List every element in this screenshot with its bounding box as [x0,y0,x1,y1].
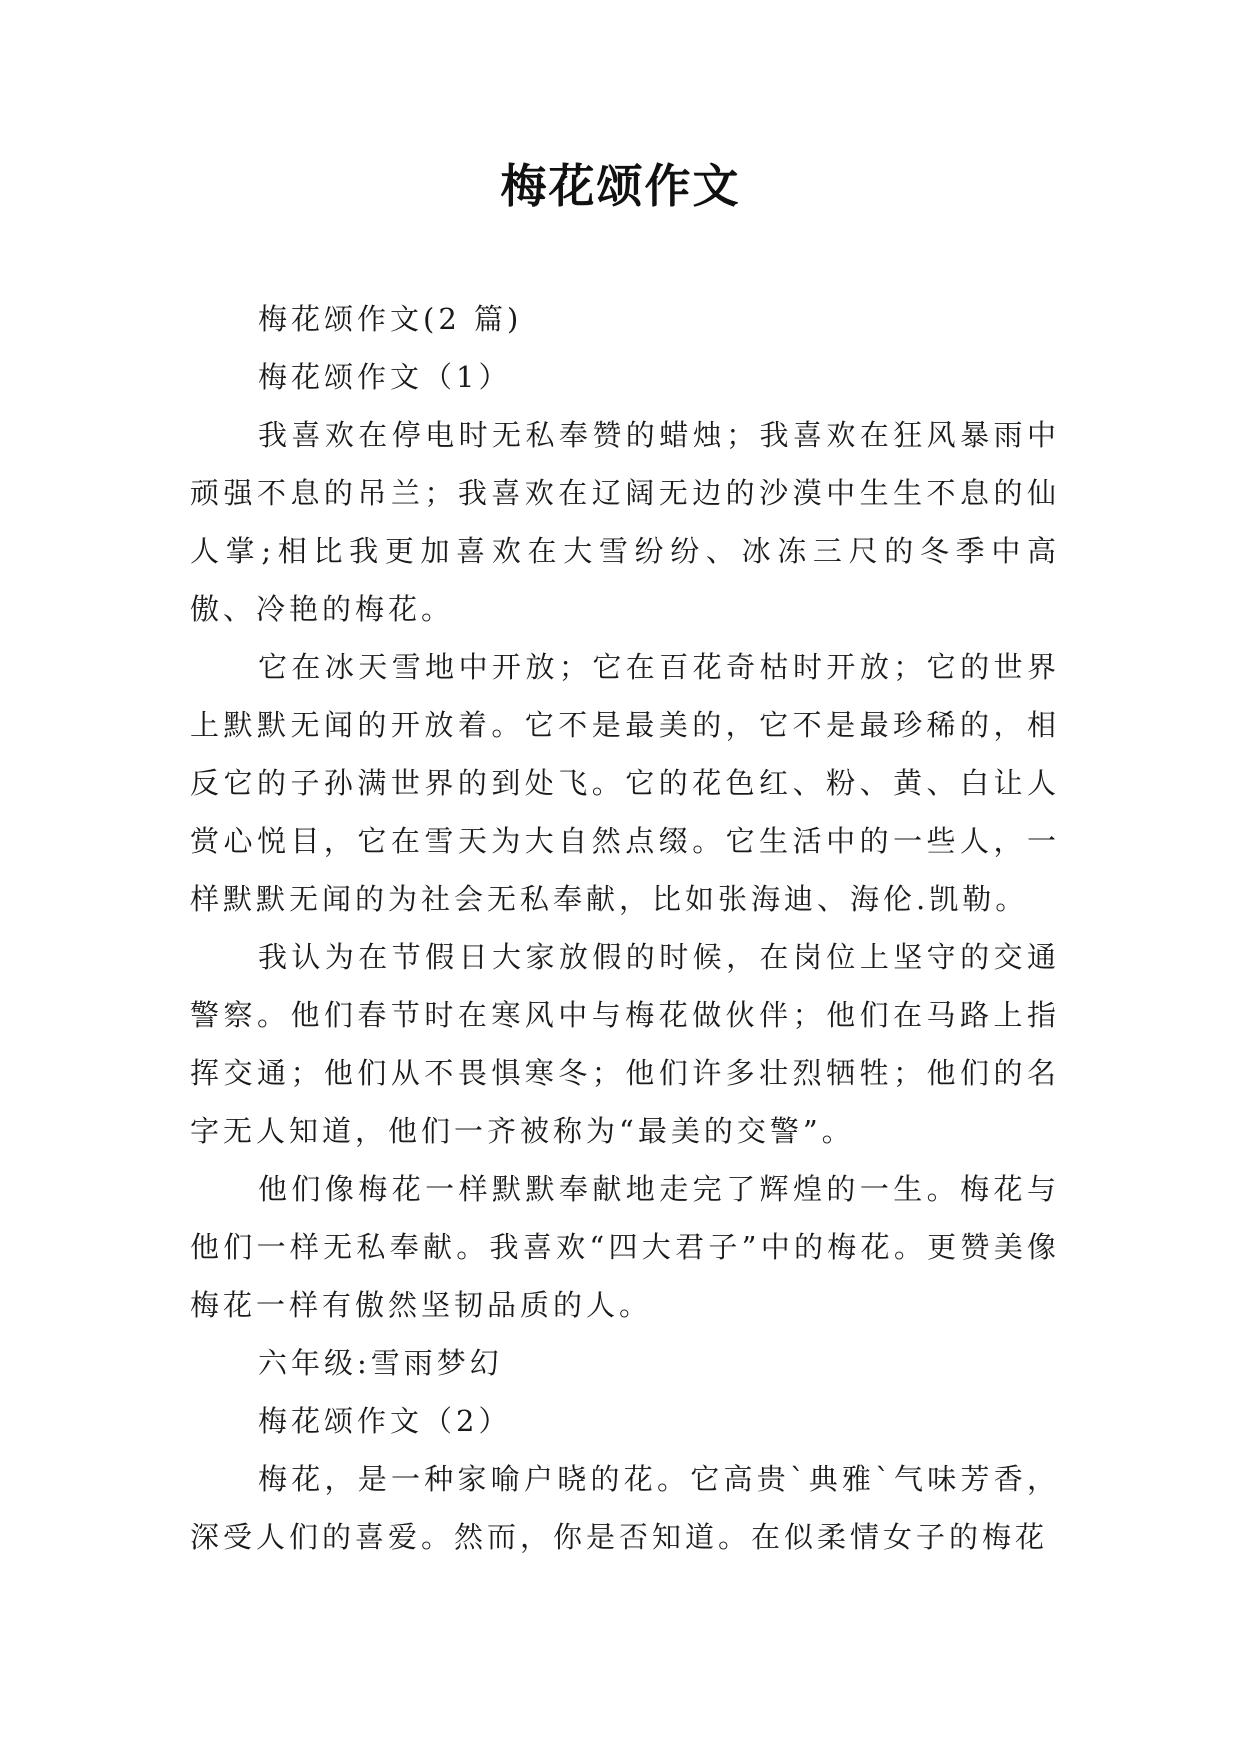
document-body [190,290,1060,1566]
essay-1-paragraph-4: 他们像梅花一样默默奉献地走完了辉煌的一生。梅花与他们一样无私奉献。我喜欢“四大君子”中的梅花。更赞美像梅花一样有傲然坚韧品质的人。 [190,1172,1060,1322]
document-title: 梅花颂作文 [500,159,741,213]
document-subtitle: 梅花颂作文(2 篇) [258,302,523,336]
essay-1-heading: 梅花颂作文（1） [258,360,512,394]
essay-1-paragraph-1: 我喜欢在停电时无私奉赞的蜡烛；我喜欢在狂风暴雨中顽强不息的吊兰；我喜欢在辽阔无边的沙漠中生生不息的仙人掌;相比我更加喜欢在大雪纷纷、冰冻三尺的冬季中高傲、冷艳的梅花。 [190,418,1060,626]
essay-1-paragraph-3: 我认为在节假日大家放假的时候，在岗位上坚守的交通警察。他们春节时在寒风中与梅花做伙伴；他们在马路上指挥交通；他们从不畏惧寒冬；他们许多壮烈牺牲；他们的名字无人知道，他们一齐被称为“最美的交警”。 [190,940,1060,1148]
essay-2-heading: 梅花颂作文（2） [258,1404,512,1438]
essay-2-paragraph-1: 梅花，是一种家喻户晓的花。它高贵`典雅`气味芳香，深受人们的喜爱。然而，你是否知道。在似柔情女子的梅花 [190,1462,1060,1554]
essay-1-author: 六年级:雪雨梦幻 [258,1346,503,1380]
essay-1-paragraph-2: 它在冰天雪地中开放；它在百花奇枯时开放；它的世界上默默无闻的开放着。它不是最美的，它不是最珍稀的，相反它的子孙满世界的到处飞。它的花色红、粉、黄、白让人赏心悦目，它在雪天为大自然点缀。它生活中的一些人，一样默默无闻的为社会无私奉献，比如张海迪、海伦.凯勒。 [190,650,1060,916]
